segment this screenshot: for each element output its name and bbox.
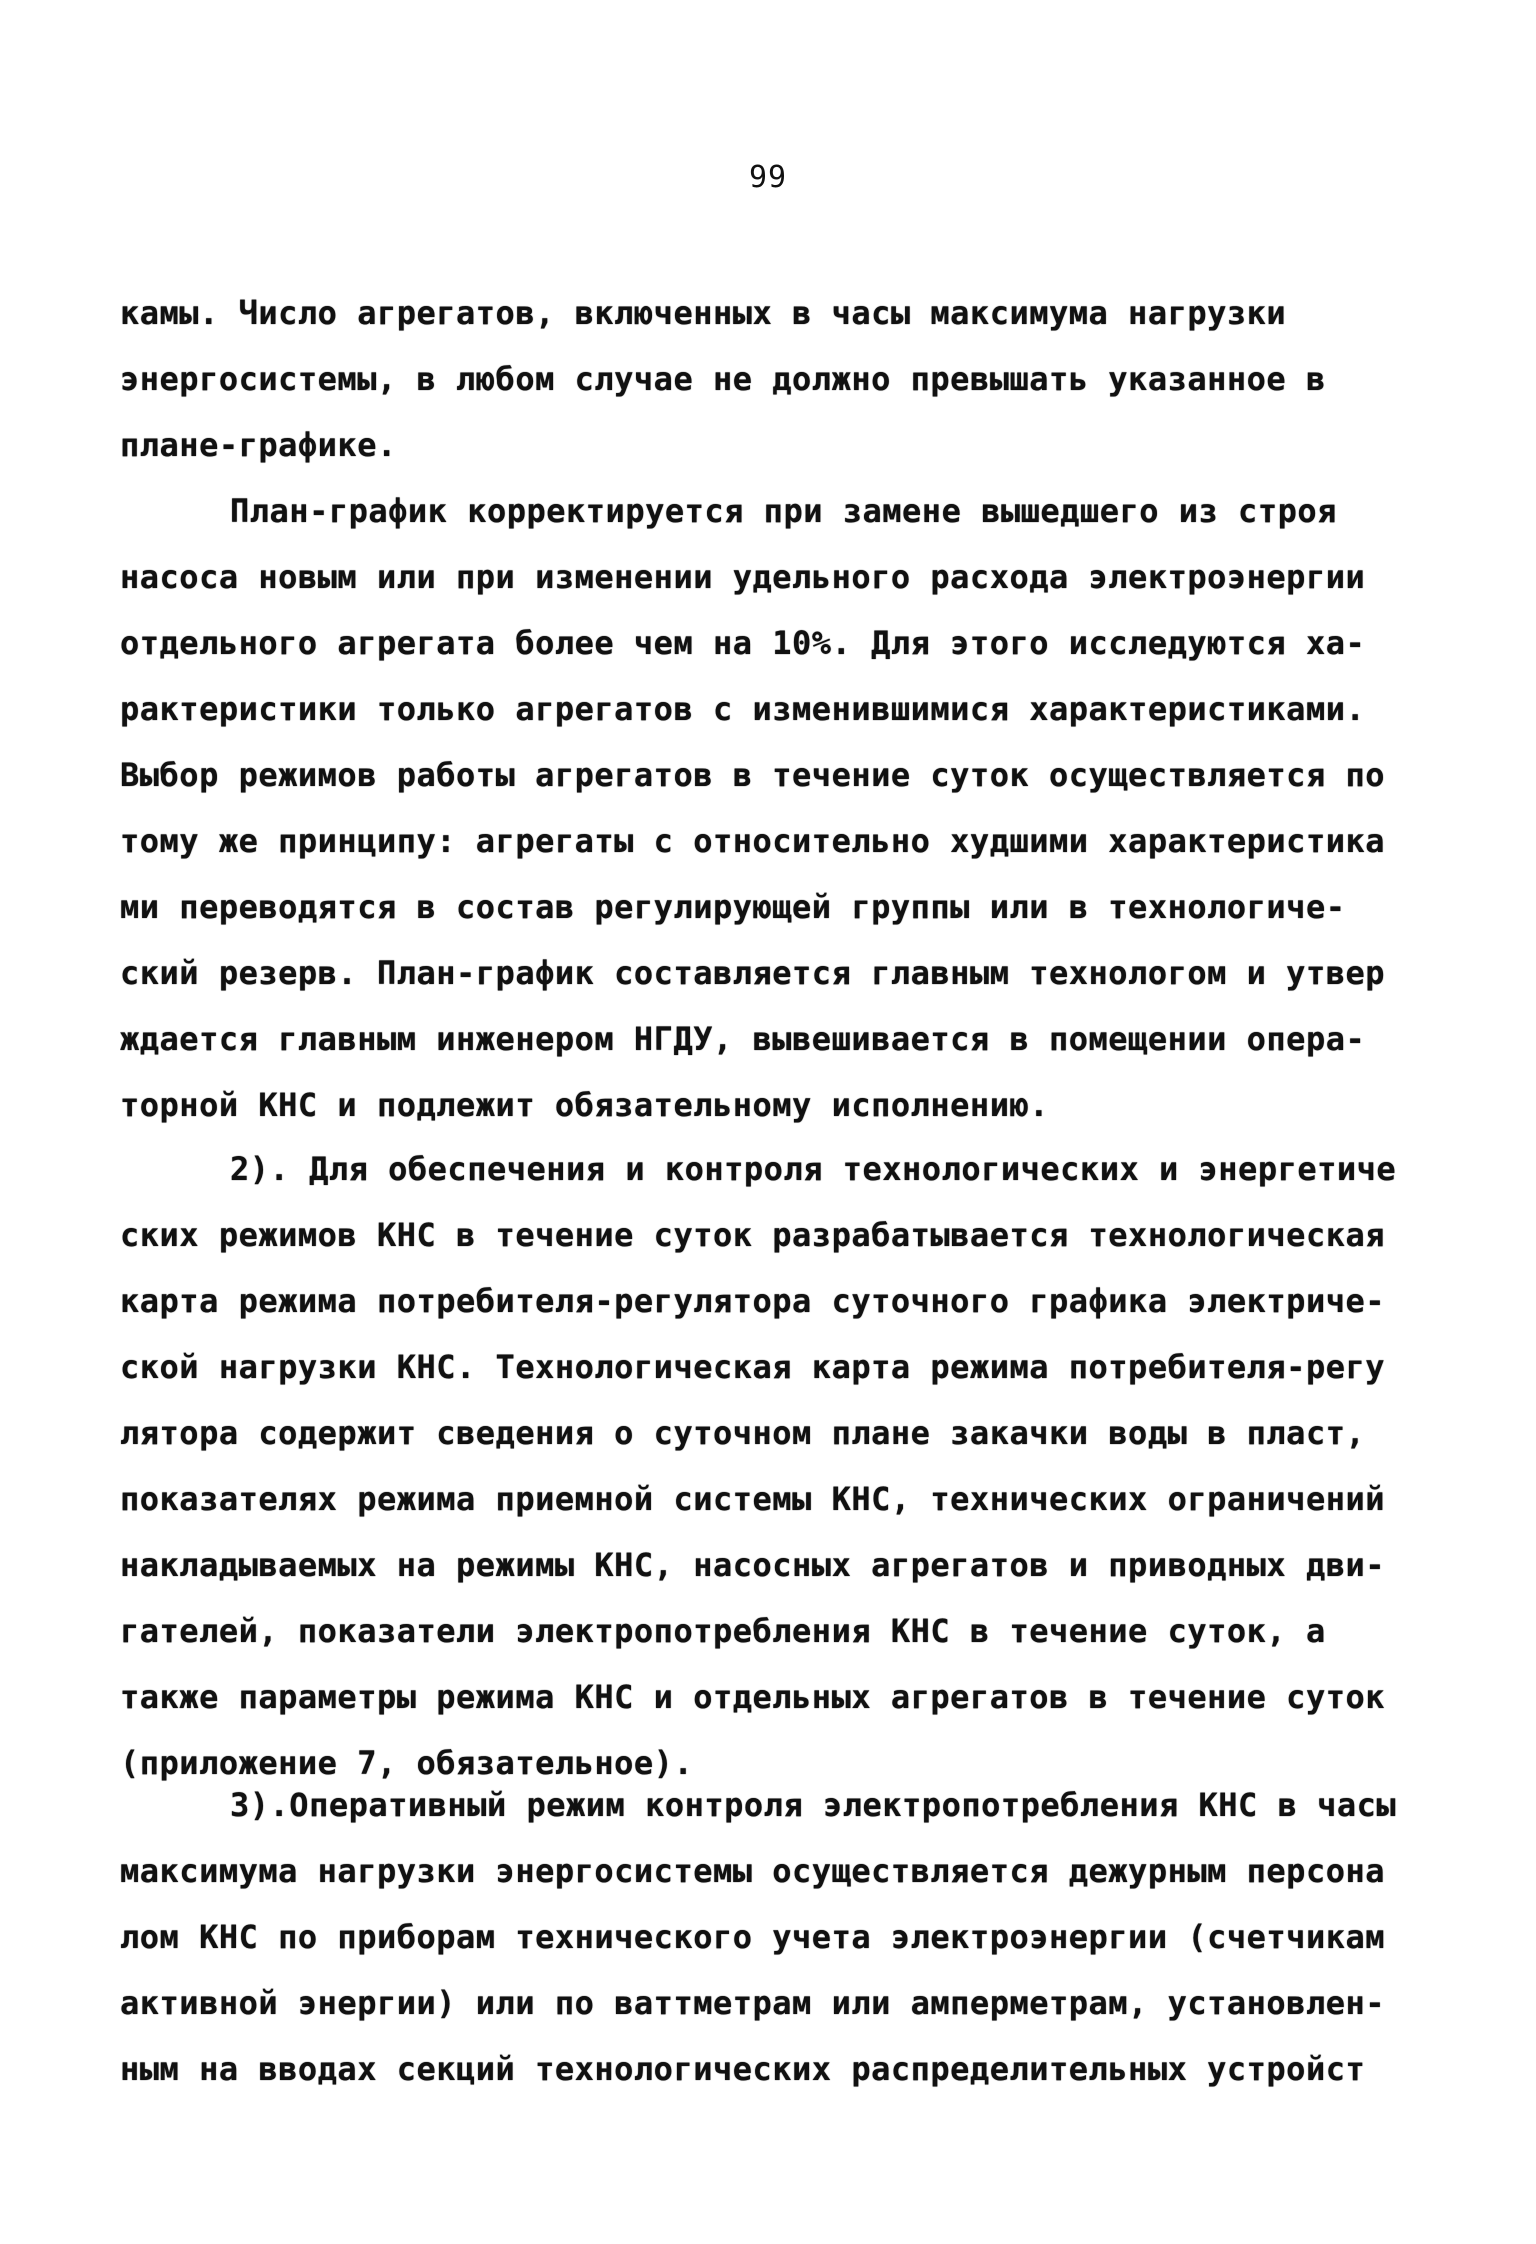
text-line: ских режимов КНС в течение суток разрабатывается технологическая [120, 1216, 1385, 1254]
text-line: камы. Число агрегатов, включенных в часы максимума нагрузки [120, 294, 1287, 332]
text-line: карта режима потребителя-регулятора суточного графика электриче- [120, 1282, 1385, 1320]
paragraph-4 [120, 1772, 1410, 2102]
text-line: отдельного агрегата более чем на 10%. Для этого исследуются ха- [120, 624, 1366, 662]
text-line: лом КНС по приборам технического учета электроэнергии (счетчикам [120, 1918, 1385, 1956]
text-line: План-график корректируется при замене вышедшего из строя [230, 492, 1337, 530]
text-line: тому же принципу: агрегаты с относительно худшими характеристика [120, 822, 1385, 860]
text-line: (приложение 7, обязательное). [120, 1744, 694, 1782]
text-line: активной энергии) или по ваттметрам или амперметрам, установлен- [120, 1984, 1385, 2022]
text-line: энергосистемы, в любом случае не должно превышать указанное в [120, 360, 1326, 398]
page-number: 99 [748, 160, 788, 195]
text-line: лятора содержит сведения о суточном плане закачки воды в пласт, [120, 1414, 1366, 1452]
text-line: Выбор режимов работы агрегатов в течение суток осуществляется по [120, 756, 1385, 794]
text-line: торной КНС и подлежит обязательному исполнению. [120, 1086, 1049, 1124]
text-line: насоса новым или при изменении удельного расхода электроэнергии [120, 558, 1366, 596]
text-line: максимума нагрузки энергосистемы осуществляется дежурным персона [120, 1852, 1385, 1890]
text-line: ми переводятся в состав регулирующей группы или в технологиче- [120, 888, 1346, 926]
text-line: ской нагрузки КНС. Технологическая карта режима потребителя-регу [120, 1348, 1385, 1386]
text-line: 3).Оперативный режим контроля электропотребления КНС в часы [230, 1786, 1397, 1824]
text-line: 2). Для обеспечения и контроля технологических и энергетиче [230, 1150, 1397, 1188]
text-line: показателях режима приемной системы КНС, технических ограничений [120, 1480, 1385, 1518]
paragraph-1 [120, 280, 1410, 478]
text-line: плане-графике. [120, 426, 397, 464]
text-line: также параметры режима КНС и отдельных агрегатов в течение суток [120, 1678, 1385, 1716]
paragraph-3 [120, 1136, 1410, 1796]
text-line: гателей, показатели электропотребления КНС в течение суток, а [120, 1612, 1326, 1650]
text-line: рактеристики только агрегатов с изменившимися характеристиками. [120, 690, 1366, 728]
paragraph-2 [120, 478, 1410, 1138]
text-line: ным на вводах секций технологических распределительных устройст [120, 2050, 1366, 2088]
text-line: накладываемых на режимы КНС, насосных агрегатов и приводных дви- [120, 1546, 1385, 1584]
text-line: ский резерв. План-график составляется главным технологом и утвер [120, 954, 1385, 992]
text-line: ждается главным инженером НГДУ, вывешивается в помещении опера- [120, 1020, 1366, 1058]
